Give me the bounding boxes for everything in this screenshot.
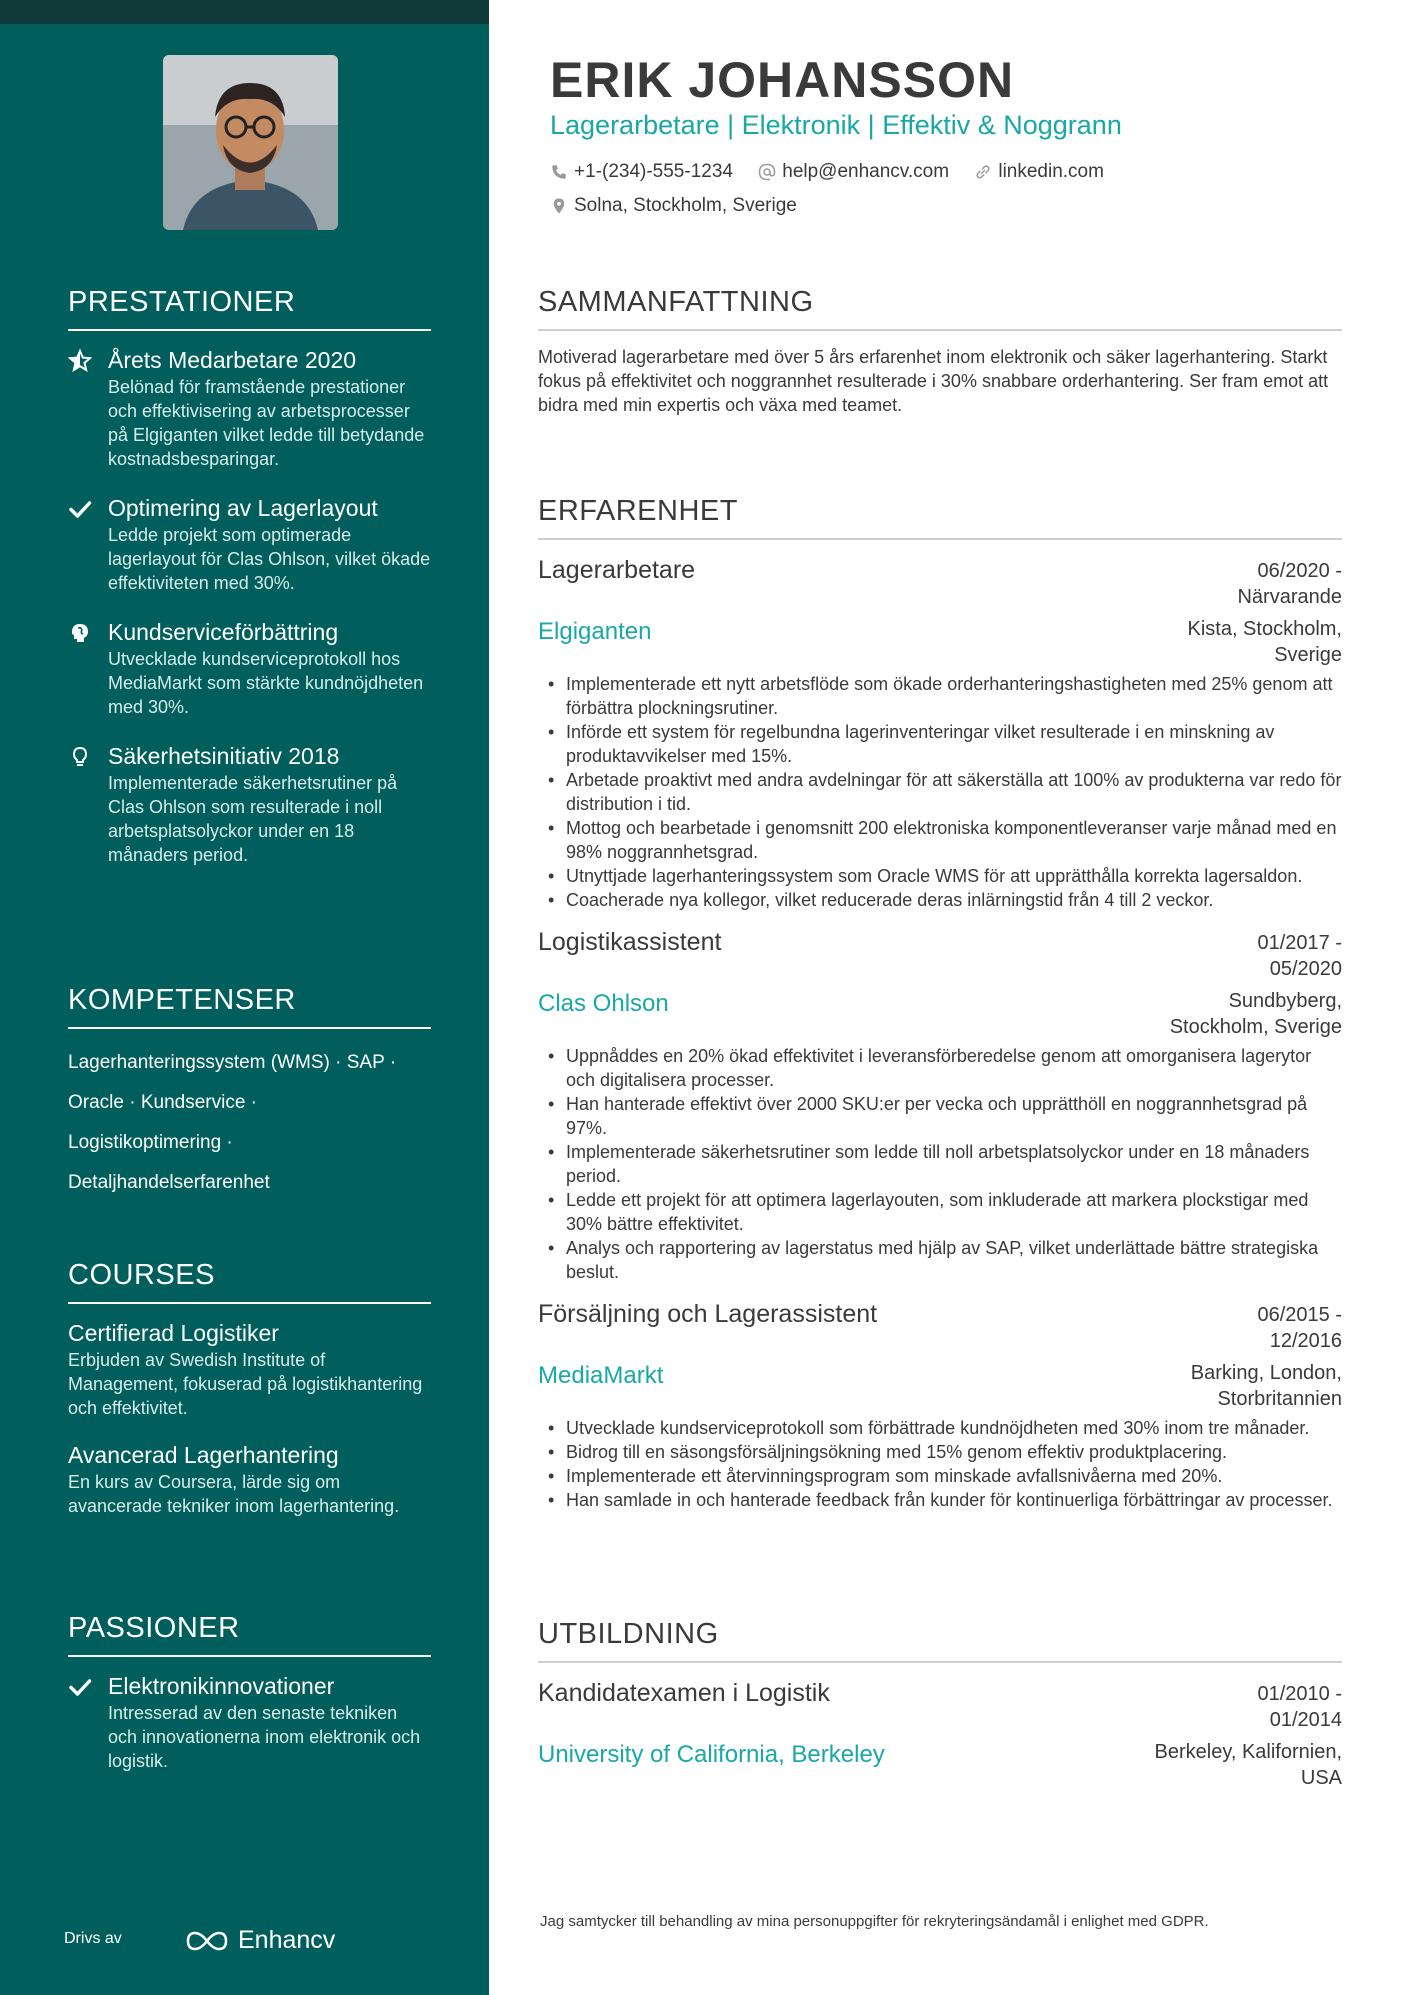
achievements-section bbox=[68, 286, 431, 889]
bullet-item: • Uppnåddes en 20% ökad effektivitet i leveransförberedelse genom att omorganisera lagerytor och digitalisera processer. bbox=[538, 1044, 1342, 1092]
achievement-item bbox=[68, 345, 431, 471]
bullet-item: • Införde ett system för regelbundna lagerinventeringar vilket resulterade i en minskning av produktavvikelser med 15%. bbox=[538, 720, 1342, 768]
contact-info bbox=[550, 157, 1350, 225]
achievement-title: Årets Medarbetare 2020 bbox=[108, 347, 357, 373]
job-location: Kista, Stockholm, Sverige bbox=[1187, 618, 1342, 666]
candidate-tagline: Lagerarbetare | Elektronik | Effektiv & Noggrann bbox=[550, 110, 1122, 140]
job-entry bbox=[538, 554, 1342, 912]
job-date: 01/2017 - 05/2020 bbox=[1257, 932, 1342, 980]
profile-photo bbox=[163, 55, 338, 230]
check-icon bbox=[68, 497, 92, 521]
education-entry bbox=[538, 1677, 1342, 1791]
powered-by-label: Drivs av bbox=[64, 1930, 122, 1947]
brain-icon bbox=[68, 621, 92, 645]
enhancv-logo-text: Enhancv bbox=[238, 1926, 336, 1954]
linkedin-text: linkedin.com bbox=[998, 161, 1104, 182]
summary-text: Motiverad lagerarbetare med över 5 års erfarenhet inom elektronik och säker lagerhantering. Starkt fokus på effektivitet och noggrannhet resulterade i 30% snabbare orderhantering. Ser fram emot att bidra med min expertis och växa med teamet. bbox=[538, 347, 1329, 415]
achievement-desc: Ledde projekt som optimerade lagerlayout för Clas Ohlson, vilket ökade effektiviteten med 30%. bbox=[108, 525, 431, 593]
education-date: 01/2010 - 01/2014 bbox=[1257, 1683, 1342, 1731]
job-title: Försäljning och Lagerassistent bbox=[538, 1300, 878, 1328]
courses-section bbox=[68, 1259, 431, 1538]
job-entry bbox=[538, 1298, 1342, 1512]
email-text: help@enhancv.com bbox=[782, 161, 950, 182]
achievement-title: Säkerhetsinitiativ 2018 bbox=[108, 743, 340, 769]
bullet-item: • Analys och rapportering av lagerstatus med hjälp av SAP, vilket underlättade bättre strategiska beslut. bbox=[538, 1236, 1342, 1284]
skills-section bbox=[68, 984, 431, 1203]
job-title: Lagerarbetare bbox=[538, 556, 696, 584]
email-contact[interactable] bbox=[758, 157, 949, 187]
sidebar-top-bar bbox=[0, 0, 489, 24]
candidate-name: ERIK JOHANSSON bbox=[550, 52, 1015, 108]
achievement-item bbox=[68, 493, 431, 595]
link-icon bbox=[974, 163, 992, 181]
course-item bbox=[68, 1440, 431, 1518]
skills-line: Logistikoptimering · bbox=[68, 1132, 233, 1153]
experience-heading: ERFARENHET bbox=[538, 495, 1342, 540]
resume-header bbox=[550, 52, 1350, 225]
enhancv-logo-icon bbox=[184, 1929, 230, 1953]
bullet-item: • Han hanterade effektivt över 2000 SKU:er per vecka och upprätthöll en noggrannhetsgrad på 97%. bbox=[538, 1092, 1342, 1140]
job-date: 06/2015 - 12/2016 bbox=[1257, 1304, 1342, 1352]
job-bullets bbox=[538, 1044, 1342, 1284]
bullet-item: • Utnyttjade lagerhanteringssystem som Oracle WMS för att upprätthålla korrekta lagersaldon. bbox=[538, 864, 1342, 888]
achievement-item bbox=[68, 741, 431, 867]
education-section bbox=[538, 1618, 1342, 1805]
bullet-item: • Mottog och bearbetade i genomsnitt 200 elektroniska komponentleveranser varje månad med en 98% noggrannhetsgrad. bbox=[538, 816, 1342, 864]
lightbulb-icon bbox=[68, 745, 92, 769]
bullet-item: • Arbetade proaktivt med andra avdelningar för att säkerställa att 100% av produkterna var redo för distribution i tid. bbox=[538, 768, 1342, 816]
passions-heading: PASSIONER bbox=[68, 1612, 431, 1657]
course-title: Avancerad Lagerhantering bbox=[68, 1442, 339, 1468]
gdpr-consent: Jag samtycker till behandling av mina personuppgifter för rekryteringsändamål i enlighet med GDPR. bbox=[540, 1913, 1209, 1930]
course-title: Certifierad Logistiker bbox=[68, 1320, 279, 1346]
experience-section bbox=[538, 495, 1342, 1526]
skills-line: Detaljhandelserfarenhet bbox=[68, 1172, 270, 1193]
job-bullets bbox=[538, 672, 1342, 912]
at-icon bbox=[758, 163, 776, 181]
skills-line: Oracle · Kundservice · bbox=[68, 1092, 258, 1113]
job-company: MediaMarkt bbox=[538, 1362, 664, 1389]
bullet-item: • Coacherade nya kollegor, vilket reducerade deras inlärningstid från 4 till 2 veckor. bbox=[538, 888, 1342, 912]
location-text: Solna, Stockholm, Sverige bbox=[574, 195, 797, 216]
skills-line: Lagerhanteringssystem (WMS) · SAP · bbox=[68, 1052, 397, 1073]
check-icon bbox=[68, 1675, 92, 1699]
job-entry bbox=[538, 926, 1342, 1284]
phone-text: +1-(234)-555-1234 bbox=[574, 161, 733, 182]
job-location: Barking, London, Storbritannien bbox=[1190, 1362, 1342, 1410]
summary-heading: SAMMANFATTNING bbox=[538, 286, 1342, 331]
achievement-title: Optimering av Lagerlayout bbox=[108, 495, 378, 521]
school-name: University of California, Berkeley bbox=[538, 1741, 885, 1768]
bullet-item: • Implementerade ett nytt arbetsflöde som ökade orderhanteringshastigheten med 25% genom att förbättra plockningsrutiner. bbox=[538, 672, 1342, 720]
summary-section bbox=[538, 286, 1342, 417]
passion-desc: Intresserad av den senaste tekniken och innovationerna inom elektronik och logistik. bbox=[108, 1703, 421, 1771]
job-company: Clas Ohlson bbox=[538, 990, 669, 1017]
passions-section bbox=[68, 1612, 431, 1795]
bullet-item: • Bidrog till en säsongsförsäljningsökning med 15% genom effektiv produktplacering. bbox=[538, 1440, 1342, 1464]
location-pin-icon bbox=[550, 197, 568, 215]
job-date: 06/2020 - Närvarande bbox=[1237, 560, 1342, 608]
passion-item bbox=[68, 1671, 431, 1773]
job-company: Elgiganten bbox=[538, 618, 652, 645]
bullet-item: • Han samlade in och hanterade feedback från kunder för kontinuerliga förbättringar av processer. bbox=[538, 1488, 1342, 1512]
star-icon bbox=[68, 349, 92, 373]
achievement-desc: Implementerade säkerhetsrutiner på Clas Ohlson som resulterade i noll arbetsplatsolyckor under en 18 månaders period. bbox=[108, 773, 398, 865]
course-item bbox=[68, 1318, 431, 1420]
achievements-heading: PRESTATIONER bbox=[68, 286, 431, 331]
achievement-item bbox=[68, 617, 431, 719]
bullet-item: • Ledde ett projekt för att optimera lagerlayouten, som inkluderade att markera plockstigar med 30% bättre effektivitet. bbox=[538, 1188, 1342, 1236]
phone-contact bbox=[550, 157, 733, 187]
passion-title: Elektronikinnovationer bbox=[108, 1673, 335, 1699]
job-location: Sundbyberg, Stockholm, Sverige bbox=[1169, 990, 1342, 1038]
bullet-item: • Utvecklade kundserviceprotokoll som förbättrade kundnöjdheten med 30% inom tre månader. bbox=[538, 1416, 1342, 1440]
courses-heading: COURSES bbox=[68, 1259, 431, 1304]
education-heading: UTBILDNING bbox=[538, 1618, 1342, 1663]
enhancv-logo[interactable] bbox=[184, 1926, 335, 1955]
achievement-title: Kundserviceförbättring bbox=[108, 619, 339, 645]
course-desc: En kurs av Coursera, lärde sig om avancerade tekniker inom lagerhantering. bbox=[68, 1472, 400, 1516]
bullet-item: • Implementerade ett återvinningsprogram som minskade avfallsnivåerna med 20%. bbox=[538, 1464, 1342, 1488]
sidebar bbox=[0, 0, 489, 1995]
course-desc: Erbjuden av Swedish Institute of Management, fokuserad på logistikhantering och effektivitet. bbox=[68, 1350, 423, 1418]
bullet-item: • Implementerade säkerhetsrutiner som ledde till noll arbetsplatsolyckor under en 18 månaders period. bbox=[538, 1140, 1342, 1188]
degree-title: Kandidatexamen i Logistik bbox=[538, 1679, 830, 1707]
achievement-desc: Belönad för framstående prestationer och effektivisering av arbetsprocesser på Elgiganten vilket ledde till betydande kostnadsbesparingar. bbox=[108, 377, 425, 469]
education-location: Berkeley, Kalifornien, USA bbox=[1154, 1741, 1342, 1789]
phone-icon bbox=[550, 163, 568, 181]
linkedin-contact[interactable] bbox=[974, 157, 1104, 187]
skills-heading: KOMPETENSER bbox=[68, 984, 431, 1029]
job-bullets bbox=[538, 1416, 1342, 1512]
achievement-desc: Utvecklade kundserviceprotokoll hos MediaMarkt som stärkte kundnöjdheten med 30%. bbox=[108, 649, 424, 717]
location-contact bbox=[550, 191, 797, 221]
job-title: Logistikassistent bbox=[538, 928, 722, 956]
